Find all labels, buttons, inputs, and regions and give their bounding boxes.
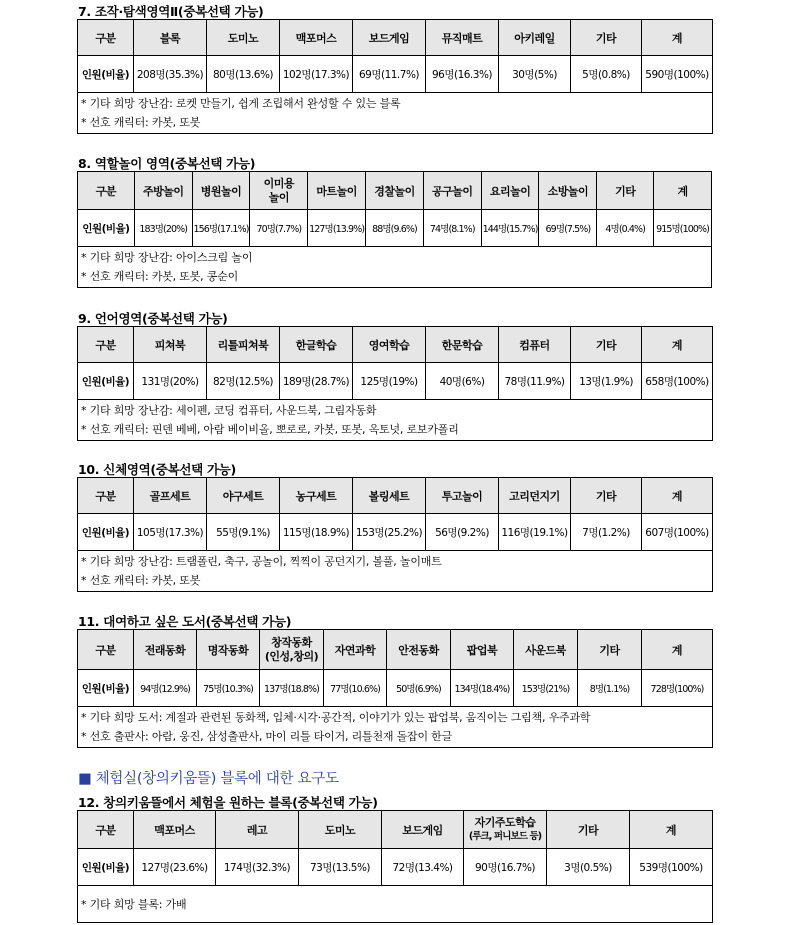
header-cell <box>260 630 324 670</box>
notes-cell <box>78 707 713 748</box>
note-line: * 선호 캐릭터: 카봇, 또봇 <box>81 574 201 587</box>
value-cell: 539명(100%) <box>630 849 713 886</box>
header-cell: 계 <box>642 630 713 670</box>
header-cell <box>250 172 308 210</box>
note-line: * 선호 캐릭터: 핀덴 베베, 아람 베이비올, 뽀로로, 카봇, 또봇, 옥토넛, 로보카폴리 <box>81 423 459 436</box>
header-cell: 보드게임 <box>353 20 426 56</box>
value-cell: 7명(1.2%) <box>571 514 642 551</box>
header-cell: 투고놀이 <box>426 478 499 514</box>
note-line: * 선호 캐릭터: 카봇, 또봇 <box>81 116 201 129</box>
header-cell: 구분 <box>78 811 134 849</box>
section-8-title: 8. 역할놀이 영역(중복선택 가능) <box>78 156 256 171</box>
value-cell: 94명(12.9%) <box>134 670 197 707</box>
value-cell: 88명(9.6%) <box>366 210 424 247</box>
value-cell: 3명(0.5%) <box>547 849 630 886</box>
value-cell: 144명(15.7%) <box>481 210 539 247</box>
header-cell: 한문학습 <box>426 327 499 363</box>
header-cell: 볼링세트 <box>353 478 426 514</box>
row-label: 인원(비율) <box>78 210 135 247</box>
header-cell: 기타 <box>571 327 642 363</box>
value-cell: 658명(100%) <box>642 363 713 400</box>
value-cell: 115명(18.9%) <box>280 514 353 551</box>
header-cell: 뮤직매트 <box>426 20 499 56</box>
header-cell: 명작동화 <box>197 630 260 670</box>
header-cell: 계 <box>642 478 713 514</box>
header-cell: 구분 <box>78 172 135 210</box>
header-cell <box>464 811 547 849</box>
header-cell: 요리놀이 <box>481 172 539 210</box>
header-cell: 병원놀이 <box>192 172 250 210</box>
header-cell: 계 <box>654 172 712 210</box>
value-cell: 156명(17.1%) <box>192 210 250 247</box>
value-cell: 80명(13.6%) <box>207 56 280 93</box>
header-cell: 영여학습 <box>353 327 426 363</box>
note-line: * 선호 캐릭터: 카봇, 또봇, 콩순이 <box>81 270 238 283</box>
header-cell: 한글학습 <box>280 327 353 363</box>
section-11-table <box>77 629 713 748</box>
header-cell: 컴퓨터 <box>499 327 571 363</box>
section-7-table <box>77 19 713 134</box>
row-label: 인원(비율) <box>78 670 134 707</box>
section-12-table <box>77 810 713 923</box>
header-cell: 기타 <box>571 20 642 56</box>
header-cell: 구분 <box>78 327 134 363</box>
header-cell: 경찰놀이 <box>366 172 424 210</box>
value-cell: 70명(7.7%) <box>250 210 308 247</box>
value-cell: 74명(8.1%) <box>423 210 481 247</box>
header-cell: 기타 <box>547 811 630 849</box>
header-line: 자기주도학습 <box>474 816 536 830</box>
value-cell: 607명(100%) <box>642 514 713 551</box>
value-cell: 4명(0.4%) <box>597 210 654 247</box>
value-cell: 153명(25.2%) <box>353 514 426 551</box>
note-line: * 기타 희망 도서: 계절과 관련된 동화책, 입체·시각·공간적, 이야기가 있는 팝업북, 움직이는 그림책, 우주과학 <box>81 711 591 724</box>
value-cell: 127명(23.6%) <box>134 849 216 886</box>
header-cell: 아키레일 <box>499 20 571 56</box>
value-cell: 116명(19.1%) <box>499 514 571 551</box>
notes-cell <box>78 247 712 288</box>
value-cell: 55명(9.1%) <box>207 514 280 551</box>
experience-room-heading: ■ 체험실(창의키움뜰) 블록에 대한 요구도 <box>78 771 339 787</box>
value-cell: 728명(100%) <box>642 670 713 707</box>
header-cell: 리틀피쳐북 <box>207 327 280 363</box>
note-line: * 선호 출판사: 아람, 웅진, 삼성출판사, 마이 리틀 타이거, 리틀천재 돌잡이 한글 <box>81 730 453 743</box>
header-cell: 계 <box>630 811 713 849</box>
header-line: (인성,창의) <box>264 649 319 663</box>
note-line: * 기타 희망 장난감: 로켓 만들기, 쉽게 조립해서 완성할 수 있는 블록 <box>81 97 401 110</box>
value-cell: 174명(32.3%) <box>216 849 299 886</box>
notes-cell <box>78 93 713 134</box>
header-cell: 기타 <box>578 630 642 670</box>
header-cell: 자연과학 <box>324 630 387 670</box>
header-line: (루크, 퍼니보드 등) <box>468 831 542 843</box>
header-cell: 구분 <box>78 478 134 514</box>
header-cell: 블록 <box>134 20 207 56</box>
section-7-title: 7. 조작·탐색영역Ⅱ(중복선택 가능) <box>78 4 264 19</box>
value-cell: 69명(11.7%) <box>353 56 426 93</box>
value-cell: 40명(6%) <box>426 363 499 400</box>
section-9-table <box>77 326 713 441</box>
header-cell: 전래동화 <box>134 630 197 670</box>
value-cell: 73명(13.5%) <box>299 849 382 886</box>
section-9-title: 9. 언어영역(중복선택 가능) <box>78 311 228 326</box>
row-label: 인원(비율) <box>78 849 134 886</box>
row-label: 인원(비율) <box>78 514 134 551</box>
value-cell: 77명(10.6%) <box>324 670 387 707</box>
row-label: 인원(비율) <box>78 363 134 400</box>
value-cell: 137명(18.8%) <box>260 670 324 707</box>
value-cell: 96명(16.3%) <box>426 56 499 93</box>
section-10-table <box>77 477 713 592</box>
notes-cell <box>78 886 713 923</box>
value-cell: 30명(5%) <box>499 56 571 93</box>
value-cell: 102명(17.3%) <box>280 56 353 93</box>
header-cell: 기타 <box>597 172 654 210</box>
header-line: 놀이 <box>268 190 289 204</box>
header-cell: 구분 <box>78 20 134 56</box>
header-cell: 구분 <box>78 630 134 670</box>
header-cell: 맥포머스 <box>134 811 216 849</box>
header-cell: 기타 <box>571 478 642 514</box>
header-cell: 공구놀이 <box>423 172 481 210</box>
header-cell: 소방놀이 <box>539 172 597 210</box>
section-11-title: 11. 대여하고 싶은 도서(중복선택 가능) <box>78 614 292 629</box>
value-cell: 5명(0.8%) <box>571 56 642 93</box>
value-cell: 90명(16.7%) <box>464 849 547 886</box>
header-cell: 계 <box>642 20 713 56</box>
header-cell: 안전동화 <box>387 630 451 670</box>
header-cell: 레고 <box>216 811 299 849</box>
value-cell: 153명(21%) <box>514 670 578 707</box>
value-cell: 69명(7.5%) <box>539 210 597 247</box>
value-cell: 78명(11.9%) <box>499 363 571 400</box>
header-cell: 보드게임 <box>382 811 464 849</box>
header-line: 창작동화 <box>271 636 312 650</box>
value-cell: 50명(6.9%) <box>387 670 451 707</box>
header-cell: 맥포머스 <box>280 20 353 56</box>
value-cell: 590명(100%) <box>642 56 713 93</box>
header-cell: 사운드북 <box>514 630 578 670</box>
notes-cell <box>78 400 713 441</box>
section-8-table <box>77 171 712 288</box>
header-cell: 도미노 <box>299 811 382 849</box>
value-cell: 915명(100%) <box>654 210 712 247</box>
section-12-title: 12. 창의키움뜰에서 체험을 원하는 블록(중복선택 가능) <box>78 795 378 810</box>
header-line: 이미용 <box>263 177 295 191</box>
header-cell: 골프세트 <box>134 478 207 514</box>
value-cell: 208명(35.3%) <box>134 56 207 93</box>
notes-cell <box>78 551 713 592</box>
value-cell: 127명(13.9%) <box>308 210 366 247</box>
value-cell: 189명(28.7%) <box>280 363 353 400</box>
value-cell: 105명(17.3%) <box>134 514 207 551</box>
header-cell: 계 <box>642 327 713 363</box>
section-10-title: 10. 신체영역(중복선택 가능) <box>78 462 236 477</box>
value-cell: 72명(13.4%) <box>382 849 464 886</box>
value-cell: 13명(1.9%) <box>571 363 642 400</box>
header-cell: 마트놀이 <box>308 172 366 210</box>
value-cell: 82명(12.5%) <box>207 363 280 400</box>
value-cell: 125명(19%) <box>353 363 426 400</box>
note-line: * 기타 희망 장난감: 아이스크림 놀이 <box>81 251 253 264</box>
note-line: * 기타 희망 장난감: 트램폴린, 축구, 공놀이, 찍찍이 공던지기, 볼풀, 놀이매트 <box>81 555 442 568</box>
header-cell: 피쳐북 <box>134 327 207 363</box>
note-line: * 기타 희망 블록: 가배 <box>81 897 187 911</box>
note-line: * 기타 희망 장난감: 세이펜, 코딩 컴퓨터, 사운드북, 그림자동화 <box>81 404 377 417</box>
value-cell: 56명(9.2%) <box>426 514 499 551</box>
value-cell: 131명(20%) <box>134 363 207 400</box>
header-cell: 주방놀이 <box>134 172 192 210</box>
value-cell: 134명(18.4%) <box>451 670 514 707</box>
value-cell: 8명(1.1%) <box>578 670 642 707</box>
value-cell: 75명(10.3%) <box>197 670 260 707</box>
header-cell: 고리던지기 <box>499 478 571 514</box>
row-label: 인원(비율) <box>78 56 134 93</box>
header-cell: 도미노 <box>207 20 280 56</box>
header-cell: 팝업북 <box>451 630 514 670</box>
header-cell: 농구세트 <box>280 478 353 514</box>
header-cell: 야구세트 <box>207 478 280 514</box>
value-cell: 183명(20%) <box>134 210 192 247</box>
